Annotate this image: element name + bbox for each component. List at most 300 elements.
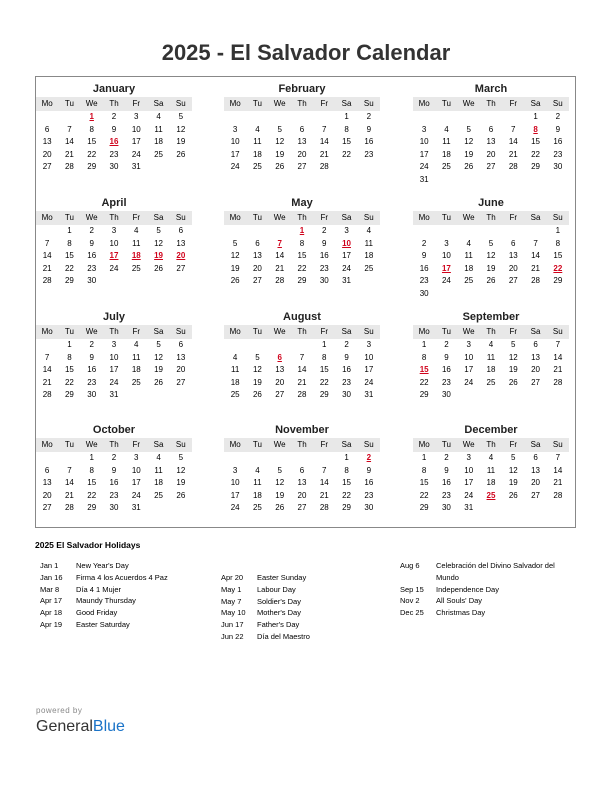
week-row xyxy=(413,352,569,365)
day-cell: 1 xyxy=(421,453,427,462)
week-row xyxy=(413,502,569,515)
weekday-header xyxy=(36,97,192,111)
day-cell: 14 xyxy=(64,137,74,146)
holiday-date: Jun 17 xyxy=(221,620,244,630)
day-cell: 1 xyxy=(67,226,72,235)
weekday-label: Su xyxy=(552,327,563,336)
holidays-section xyxy=(35,540,595,641)
holiday-name: All Souls' Day xyxy=(436,596,483,606)
holiday-day: 17 xyxy=(441,263,451,273)
day-cell: 26 xyxy=(275,162,285,171)
week-row xyxy=(224,364,380,377)
holiday-date: Jan 16 xyxy=(40,572,63,582)
day-cell: 17 xyxy=(364,365,374,374)
day-cell: 9 xyxy=(366,465,372,475)
day-cell: 16 xyxy=(87,251,97,260)
weekday-label: Fr xyxy=(132,99,141,108)
empty-cell xyxy=(36,452,58,465)
day-cell: 20 xyxy=(252,263,262,273)
holiday-row xyxy=(35,560,201,572)
day-cell: 21 xyxy=(319,490,329,500)
month-name: June xyxy=(478,197,504,209)
weekday-label: Sa xyxy=(153,327,164,336)
day-cell: 6 xyxy=(44,124,50,134)
empty-cell xyxy=(435,288,457,301)
brand-general: General xyxy=(36,718,93,735)
holiday-name: New Year's Day xyxy=(76,561,129,570)
day-cell: 4 xyxy=(488,453,494,462)
day-cell: 19 xyxy=(176,478,186,487)
empty-cell xyxy=(358,161,380,174)
month-name: July xyxy=(102,311,125,323)
day-cell: 16 xyxy=(419,263,429,273)
day-cell: 18 xyxy=(131,365,141,374)
weekday-header xyxy=(413,438,569,452)
day-cell: 14 xyxy=(553,465,563,475)
empty-cell xyxy=(147,389,169,402)
day-cell: 1 xyxy=(421,340,427,349)
empty-cell xyxy=(269,111,291,124)
day-cell: 8 xyxy=(344,124,349,134)
weekday-label: Tu xyxy=(64,213,74,222)
day-cell: 9 xyxy=(444,465,449,475)
day-cell: 26 xyxy=(464,162,474,171)
holiday-name: Mother's Day xyxy=(257,608,301,618)
empty-cell xyxy=(36,339,58,352)
holiday-name: Father's Day xyxy=(257,620,300,630)
day-cell: 3 xyxy=(466,453,471,462)
weekday-label: Sa xyxy=(341,213,352,222)
holiday-row xyxy=(35,584,201,596)
week-row xyxy=(36,225,192,238)
day-cell: 23 xyxy=(441,377,451,387)
holiday-row xyxy=(35,607,201,619)
empty-cell xyxy=(269,452,291,465)
day-cell: 15 xyxy=(64,365,74,374)
week-row xyxy=(413,477,569,490)
day-cell: 7 xyxy=(67,465,72,475)
day-cell: 14 xyxy=(553,352,563,362)
day-cell: 12 xyxy=(252,365,262,374)
weekday-label: Th xyxy=(109,327,119,336)
day-cell: 3 xyxy=(344,226,349,235)
day-cell: 8 xyxy=(299,238,305,248)
empty-cell xyxy=(502,174,524,187)
weekday-header xyxy=(413,211,569,225)
holiday-row xyxy=(35,572,201,584)
holiday-date: May 1 xyxy=(221,584,242,594)
day-cell: 15 xyxy=(87,478,97,487)
day-cell: 12 xyxy=(275,137,285,146)
day-cell: 25 xyxy=(364,263,374,273)
day-cell: 16 xyxy=(342,365,351,374)
day-cell: 21 xyxy=(42,377,52,387)
holiday-name: Firma 4 los Acuerdos 4 Paz xyxy=(76,572,168,582)
holiday-row xyxy=(395,584,576,596)
weekday-label: Mo xyxy=(418,213,430,222)
day-cell: 4 xyxy=(134,226,139,235)
weekday-label: Sa xyxy=(341,440,352,449)
day-cell: 26 xyxy=(508,490,518,500)
day-cell: 18 xyxy=(252,149,262,159)
day-cell: 3 xyxy=(421,124,427,134)
day-cell: 17 xyxy=(131,478,141,487)
day-cell: 30 xyxy=(319,276,329,285)
month-name: September xyxy=(462,311,520,323)
week-row xyxy=(413,389,569,402)
empty-cell xyxy=(547,174,569,187)
day-cell: 21 xyxy=(275,263,285,273)
weekday-label: Su xyxy=(175,327,186,336)
day-cell: 11 xyxy=(486,352,496,362)
day-cell: 12 xyxy=(275,478,285,487)
day-cell: 26 xyxy=(275,503,285,512)
day-cell: 22 xyxy=(342,490,351,500)
weekday-label: Mo xyxy=(418,440,430,449)
week-row xyxy=(413,161,569,174)
day-cell: 31 xyxy=(364,390,374,399)
empty-cell xyxy=(170,275,192,288)
day-cell: 1 xyxy=(67,340,72,349)
day-cell: 30 xyxy=(109,503,119,512)
weekday-label: Tu xyxy=(441,213,451,222)
empty-cell xyxy=(458,174,480,187)
empty-cell xyxy=(147,275,169,288)
day-cell: 30 xyxy=(342,390,351,399)
day-cell: 27 xyxy=(486,162,496,171)
day-cell: 25 xyxy=(486,377,496,387)
day-cell: 24 xyxy=(230,162,240,171)
day-cell: 23 xyxy=(109,149,119,159)
week-row xyxy=(413,490,569,503)
day-cell: 3 xyxy=(232,124,238,134)
week-row xyxy=(413,250,569,263)
day-cell: 26 xyxy=(486,276,496,285)
empty-cell xyxy=(502,225,524,238)
day-cell: 23 xyxy=(87,263,97,273)
day-cell: 21 xyxy=(531,263,540,273)
day-cell: 8 xyxy=(67,352,72,362)
holiday-day: 7 xyxy=(277,238,282,248)
day-cell: 9 xyxy=(421,251,427,260)
weekday-label: We xyxy=(273,99,286,108)
empty-cell xyxy=(147,502,169,515)
day-cell: 17 xyxy=(230,149,240,159)
day-cell: 4 xyxy=(488,340,494,349)
day-cell: 18 xyxy=(230,377,240,387)
day-cell: 7 xyxy=(322,124,327,134)
day-cell: 13 xyxy=(42,478,52,487)
week-row xyxy=(224,238,380,251)
month-june xyxy=(413,196,569,300)
day-cell: 20 xyxy=(508,263,518,273)
week-row xyxy=(413,452,569,465)
day-cell: 5 xyxy=(156,340,161,349)
day-cell: 20 xyxy=(42,149,52,159)
month-april xyxy=(36,196,192,288)
day-cell: 12 xyxy=(176,465,186,475)
day-cell: 9 xyxy=(555,124,561,134)
empty-cell xyxy=(269,225,291,238)
week-row xyxy=(224,490,380,503)
month-name: January xyxy=(92,83,136,95)
day-cell: 23 xyxy=(364,149,374,159)
day-cell: 27 xyxy=(531,377,540,387)
day-cell: 23 xyxy=(419,276,429,285)
month-august xyxy=(224,310,380,402)
empty-cell xyxy=(147,161,169,174)
week-row xyxy=(36,238,192,251)
day-cell: 21 xyxy=(64,149,74,159)
day-cell: 25 xyxy=(252,503,262,512)
day-cell: 7 xyxy=(322,465,327,475)
empty-cell xyxy=(313,111,335,124)
week-row xyxy=(413,225,569,238)
day-cell: 21 xyxy=(508,149,518,159)
holiday-day: 8 xyxy=(533,124,538,134)
day-cell: 3 xyxy=(366,340,372,349)
month-may xyxy=(224,196,380,288)
day-cell: 22 xyxy=(297,263,307,273)
day-cell: 22 xyxy=(87,149,97,159)
weekday-label: We xyxy=(85,327,98,336)
day-cell: 24 xyxy=(464,490,474,500)
day-cell: 6 xyxy=(44,465,50,475)
day-cell: 8 xyxy=(89,124,94,134)
week-row xyxy=(413,339,569,352)
holiday-name: Labour Day xyxy=(257,584,296,594)
weekday-label: Su xyxy=(363,440,374,449)
weekday-label: Fr xyxy=(509,99,518,108)
day-cell: 28 xyxy=(42,276,52,285)
day-cell: 27 xyxy=(508,276,518,285)
day-cell: 23 xyxy=(364,490,374,500)
day-cell: 2 xyxy=(111,453,117,462)
weekday-label: We xyxy=(273,440,286,449)
day-cell: 23 xyxy=(109,490,119,500)
weekday-label: Fr xyxy=(509,213,518,222)
weekday-label: Mo xyxy=(229,440,241,449)
day-cell: 2 xyxy=(344,340,349,349)
holiday-day: 16 xyxy=(109,137,119,146)
day-cell: 7 xyxy=(555,453,561,462)
empty-cell xyxy=(480,174,502,187)
holiday-day: 25 xyxy=(486,490,496,500)
day-cell: 3 xyxy=(111,226,117,235)
day-cell: 5 xyxy=(178,453,184,462)
weekday-header xyxy=(224,97,380,111)
holiday-date: Sep 15 xyxy=(400,584,424,594)
day-cell: 12 xyxy=(464,137,474,146)
day-cell: 27 xyxy=(176,263,186,273)
weekday-label: Tu xyxy=(64,327,74,336)
day-cell: 2 xyxy=(111,112,117,121)
day-cell: 30 xyxy=(419,288,429,298)
week-row xyxy=(224,124,380,137)
holiday-date: Dec 25 xyxy=(400,608,424,618)
day-cell: 1 xyxy=(89,453,94,462)
day-cell: 10 xyxy=(131,124,141,134)
day-cell: 28 xyxy=(297,390,307,399)
week-row xyxy=(36,502,192,515)
day-cell: 3 xyxy=(134,453,139,462)
week-row xyxy=(224,111,380,124)
holiday-date: Apr 19 xyxy=(40,619,63,629)
day-cell: 22 xyxy=(64,263,74,273)
day-cell: 24 xyxy=(364,377,374,387)
week-row xyxy=(413,174,569,187)
holiday-name: Soldier's Day xyxy=(257,596,301,606)
day-cell: 22 xyxy=(319,377,329,387)
holiday-date: Mar 8 xyxy=(40,584,60,594)
empty-cell xyxy=(480,389,502,402)
holiday-row xyxy=(216,584,382,596)
month-september xyxy=(413,310,569,402)
empty-cell xyxy=(502,111,524,124)
month-name: November xyxy=(275,424,329,436)
day-cell: 1 xyxy=(344,112,349,121)
day-cell: 1 xyxy=(533,112,538,121)
day-cell: 30 xyxy=(364,503,374,512)
day-cell: 24 xyxy=(464,377,474,387)
day-cell: 1 xyxy=(322,340,327,349)
day-cell: 15 xyxy=(87,137,97,146)
weekday-label: Th xyxy=(297,327,307,336)
day-cell: 17 xyxy=(230,490,240,500)
day-cell: 6 xyxy=(299,124,305,134)
day-cell: 4 xyxy=(255,124,260,134)
weekday-label: Su xyxy=(552,99,563,108)
day-cell: 30 xyxy=(87,390,97,399)
holiday-row xyxy=(216,572,382,584)
day-cell: 10 xyxy=(109,352,119,362)
day-cell: 30 xyxy=(441,390,451,399)
day-cell: 27 xyxy=(252,276,262,285)
weekday-label: Sa xyxy=(530,99,541,108)
week-row xyxy=(36,136,192,149)
day-cell: 14 xyxy=(42,365,52,374)
holiday-row xyxy=(35,619,201,631)
day-cell: 2 xyxy=(444,453,449,462)
day-cell: 19 xyxy=(230,263,240,273)
holiday-day: 20 xyxy=(176,251,186,260)
day-cell: 15 xyxy=(419,478,429,487)
week-row xyxy=(36,490,192,503)
week-row xyxy=(413,238,569,251)
day-cell: 28 xyxy=(42,390,52,399)
day-cell: 19 xyxy=(486,263,496,273)
day-cell: 17 xyxy=(109,365,119,374)
day-cell: 11 xyxy=(154,465,163,475)
week-row xyxy=(413,364,569,377)
month-december xyxy=(413,423,569,515)
empty-cell xyxy=(313,452,335,465)
empty-cell xyxy=(246,225,268,238)
day-cell: 5 xyxy=(511,453,516,462)
week-row xyxy=(36,477,192,490)
day-cell: 6 xyxy=(488,124,494,134)
day-cell: 29 xyxy=(553,276,563,285)
weekday-label: Su xyxy=(363,213,374,222)
weekday-label: Mo xyxy=(41,213,53,222)
empty-cell xyxy=(524,389,546,402)
empty-cell xyxy=(170,502,192,515)
empty-cell xyxy=(36,111,58,124)
day-cell: 18 xyxy=(464,263,474,273)
empty-cell xyxy=(58,452,80,465)
day-cell: 15 xyxy=(342,478,351,487)
day-cell: 10 xyxy=(464,352,474,362)
empty-cell xyxy=(170,161,192,174)
day-cell: 19 xyxy=(154,365,163,374)
week-row xyxy=(36,377,192,390)
day-cell: 15 xyxy=(531,137,540,146)
empty-cell xyxy=(502,389,524,402)
brand-logo[interactable] xyxy=(36,718,125,736)
day-cell: 10 xyxy=(230,137,240,146)
day-cell: 31 xyxy=(464,503,474,512)
month-name: April xyxy=(101,197,127,209)
day-cell: 26 xyxy=(154,263,163,273)
empty-cell xyxy=(246,339,268,352)
day-cell: 5 xyxy=(277,124,282,134)
empty-cell xyxy=(291,111,313,124)
empty-cell xyxy=(458,111,480,124)
weekday-label: Th xyxy=(486,440,496,449)
day-cell: 2 xyxy=(421,238,427,248)
day-cell: 22 xyxy=(419,490,429,500)
day-cell: 18 xyxy=(486,365,496,374)
day-cell: 8 xyxy=(344,465,349,475)
holiday-name: Día del Maestro xyxy=(257,631,310,641)
weekday-label: Tu xyxy=(64,440,74,449)
holiday-name: Independence Day xyxy=(436,584,499,594)
holiday-date xyxy=(395,572,436,584)
day-cell: 17 xyxy=(131,137,141,146)
weekday-label: Tu xyxy=(441,327,451,336)
weekday-label: We xyxy=(85,440,98,449)
weekday-label: Tu xyxy=(441,440,451,449)
day-cell: 5 xyxy=(277,465,282,475)
holiday-date: Jan 1 xyxy=(40,561,59,570)
day-cell: 2 xyxy=(89,340,94,349)
day-cell: 30 xyxy=(441,503,451,512)
day-cell: 7 xyxy=(555,340,561,349)
day-cell: 27 xyxy=(42,162,52,171)
week-row xyxy=(413,275,569,288)
day-cell: 11 xyxy=(464,251,473,260)
day-cell: 25 xyxy=(154,149,163,159)
week-row xyxy=(36,465,192,478)
week-row xyxy=(36,275,192,288)
empty-cell xyxy=(170,389,192,402)
week-row xyxy=(413,111,569,124)
day-cell: 22 xyxy=(87,490,97,500)
powered-by-text: powered by xyxy=(36,706,83,715)
holiday-row xyxy=(216,596,382,608)
holiday-date: Apr 20 xyxy=(221,573,244,582)
month-name: October xyxy=(92,424,136,436)
day-cell: 12 xyxy=(508,465,518,475)
holiday-date: Apr 18 xyxy=(40,608,63,618)
day-cell: 18 xyxy=(364,251,374,260)
day-cell: 20 xyxy=(42,490,52,500)
week-row xyxy=(413,263,569,276)
day-cell: 19 xyxy=(252,377,262,387)
week-row xyxy=(36,124,192,137)
day-cell: 25 xyxy=(230,390,240,399)
day-cell: 30 xyxy=(109,162,119,171)
